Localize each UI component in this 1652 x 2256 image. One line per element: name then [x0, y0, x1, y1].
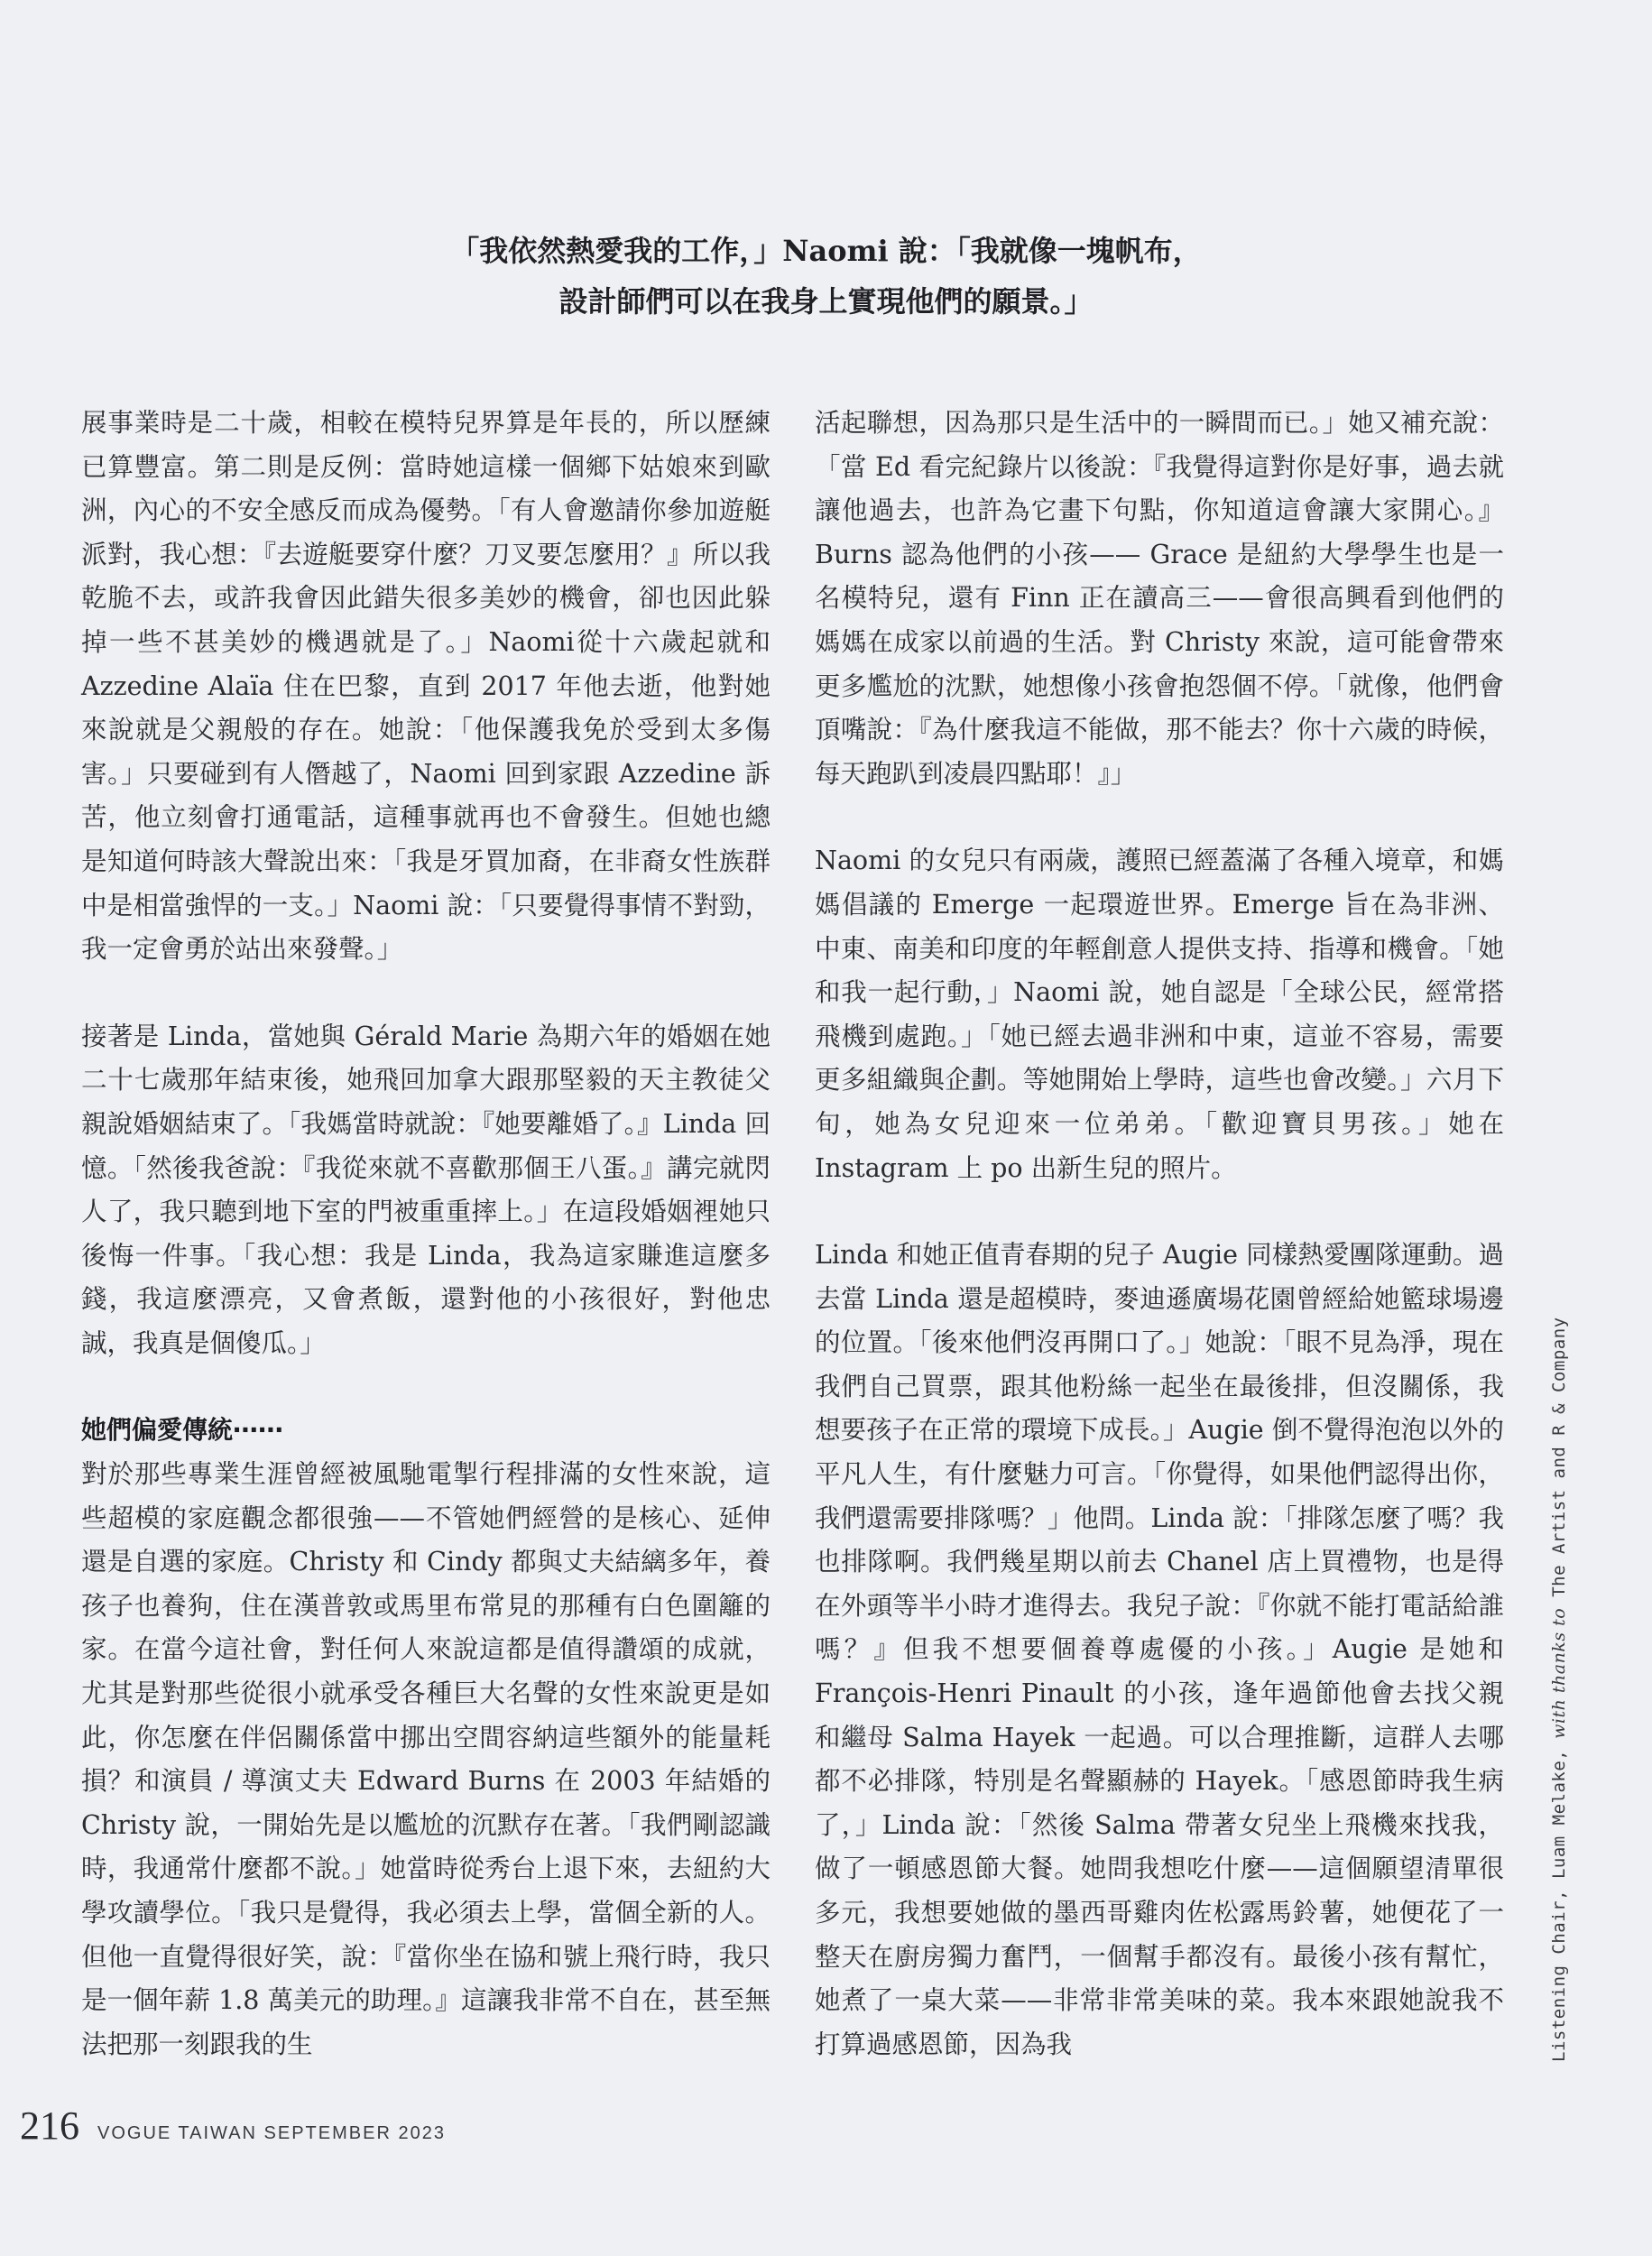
left-paragraph-2: 接著是 Linda，當她與 Gérald Marie 為期六年的婚姻在她二十七歲那年結束後，她飛回加拿大跟那堅毅的天主教徒父親說婚姻結束了。「我媽當時就說：『她要離婚了。』Linda 回憶。「然後我爸說：『我從來就不喜歡那個王八蛋。』講完就閃人了，我只聽到地下室的門被重重摔上。」在這段婚姻裡她只後悔一件事。「我心想：我是 Linda，我為這家賺進這麼多錢，我這麼漂亮，又會煮飯，還對他的小孩很好，對他忠誠，我真是個傻瓜。」 — [81, 1021, 771, 1358]
left-paragraph-1: 展事業時是二十歲，相較在模特兒界算是年長的，所以歷練已算豐富。第二則是反例：當時她這樣一個鄉下姑娘來到歐洲，內心的不安全感反而成為優勢。「有人會邀請你參加遊艇派對，我心想：『去遊艇要穿什麼？刀叉要怎麼用？』所以我乾脆不去，或許我會因此錯失很多美妙的機會，卻也因此躲掉一些不甚美妙的機遇就是了。」Naomi從十六歲起就和 Azzedine Alaïa 住在巴黎，直到 2017 年他去逝，他對她來說就是父親般的存在。她說：「他保護我免於受到太多傷害。」只要碰到有人僭越了，Naomi 回到家跟 Azzedine 訴苦，他立刻會打通電話，這種事就再也不會發生。但她也總是知道何時該大聲說出來：「我是牙買加裔，在非裔女性族群中是相當強悍的一支。」Naomi 說：「只要覺得事情不對勁，我一定會勇於站出來發聲。」 — [81, 408, 771, 965]
left-paragraph-3: 對於那些專業生涯曾經被風馳電掣行程排滿的女性來說，這些超模的家庭觀念都很強——不管她們經營的是核心、延伸還是自選的家庭。Christy 和 Cindy 都與丈夫結縭多年，養孩子也養狗，住在漢普敦或馬里布常見的那種有白色圍籬的家。在當今這社會，對任何人來說這都是值得讚頌的成就，尤其是對那些從很小就承受各種巨大名聲的女性來說更是如此，你怎麼在伴侶關係當中挪出空間容納這些額外的能量耗損？和演員 / 導演丈夫 Edward Burns 在 2003 年結婚的 Christy 說，一開始先是以尷尬的沉默存在著。「我們剛認識時，我通常什麼都不說。」她當時從秀台上退下來，去紐約大學攻讀學位。「我只是覺得，我必須去上學，當個全新的人。但他一直覺得很好笑，說：『當你坐在協和號上飛行時，我只是一個年薪 1.8 萬美元的助理。』這讓我非常不自在，甚至無法把那一刻跟我的生 — [81, 1459, 771, 2059]
right-paragraph-3: Linda 和她正值青春期的兒子 Augie 同樣熱愛團隊運動。過去當 Linda 還是超模時，麥迪遜廣場花園曾經給她籃球場邊的位置。「後來他們沒再開口了。」她說：「眼不見為淨，現在我們自己買票，跟其他粉絲一起坐在最後排，但沒關係，我想要孩子在正常的環境下成長。」Augie 倒不覺得泡泡以外的平凡人生，有什麼魅力可言。「你覺得，如果他們認得出你，我們還需要排隊嗎？」他問。Linda 說：「排隊怎麼了嗎？我也排隊啊。我們幾星期以前去 Chanel 店上買禮物，也是得在外頭等半小時才進得去。我兒子說：『你就不能打電話給誰嗎？』但我不想要個養尊處優的小孩。」Augie 是她和 François-Henri Pinault 的小孩，逢年過節他會去找父親和繼母 Salma Hayek 一起過。可以合理推斷，這群人去哪都不必排隊，特別是名聲顯赫的 Hayek。「感恩節時我生病了，」Linda 說：「然後 Salma 帶著女兒坐上飛機來找我，做了一頓感恩節大餐。她問我想吃什麼——這個願望清單很多元，我想要她做的墨西哥雞肉佐松露馬鈴薯，她便花了一整天在廚房獨力奮鬥，一個幫手都沒有。最後小孩有幫忙，她煮了一桌大菜——非常非常美味的菜。我本來跟她說我不打算過感恩節，因為我 — [815, 1240, 1504, 2059]
section-heading: 她們偏愛傳統⋯⋯ — [81, 1415, 284, 1446]
right-paragraph-1: 活起聯想，因為那只是生活中的一瞬間而已。」她又補充說：「當 Ed 看完紀錄片以後說：『我覺得這對你是好事，過去就讓他過去，也許為它畫下句點，你知道這會讓大家開心。』Burns 認為他們的小孩—— Grace 是紐約大學學生也是一名模特兒，還有 Finn 正在讀高三——會很高興看到他們的媽媽在成家以前過的生活。對 Christy 來說，這可能會帶來更多尷尬的沈默，她想像小孩會抱怨個不停。「就像，他們會頂嘴說：『為什麼我這不能做，那不能去？你十六歲的時候，每天跑趴到凌晨四點耶！』」 — [815, 408, 1504, 789]
pull-quote-line-2: 設計師們可以在我身上實現他們的願景。」 — [558, 284, 1094, 319]
photo-credit — [1549, 1317, 1569, 2062]
photo-credit-part-3: The Artist and R & Company — [1549, 1317, 1569, 1608]
page-number: 216 — [20, 2103, 79, 2148]
left-column — [81, 402, 771, 2066]
magazine-folio: VOGUE TAIWAN SEPTEMBER 2023 — [97, 2123, 446, 2143]
page-footer — [20, 2103, 446, 2157]
photo-credit-part-1: Listening Chair, Luam Melake, — [1549, 1738, 1569, 2062]
pull-quote — [0, 226, 1652, 327]
right-paragraph-2: Naomi 的女兒只有兩歲，護照已經蓋滿了各種入境章，和媽媽倡議的 Emerge 一起環遊世界。Emerge 旨在為非洲、中東、南美和印度的年輕創意人提供支持、指導和機會。「她和我一起行動，」Naomi 說，她自認是「全球公民，經常搭飛機到處跑。」「她已經去過非洲和中東，這並不容易，需要更多組織與企劃。等她開始上學時，這些也會改變。」六月下旬，她為女兒迎來一位弟弟。「歡迎寶貝男孩。」她在 Instagram 上 po 出新生兒的照片。 — [815, 846, 1504, 1183]
pull-quote-line-1: 「我依然熱愛我的工作，」Naomi 說：「我就像一塊帆布， — [450, 234, 1202, 268]
right-column — [815, 402, 1504, 2066]
photo-credit-part-2: with thanks to — [1549, 1607, 1569, 1739]
